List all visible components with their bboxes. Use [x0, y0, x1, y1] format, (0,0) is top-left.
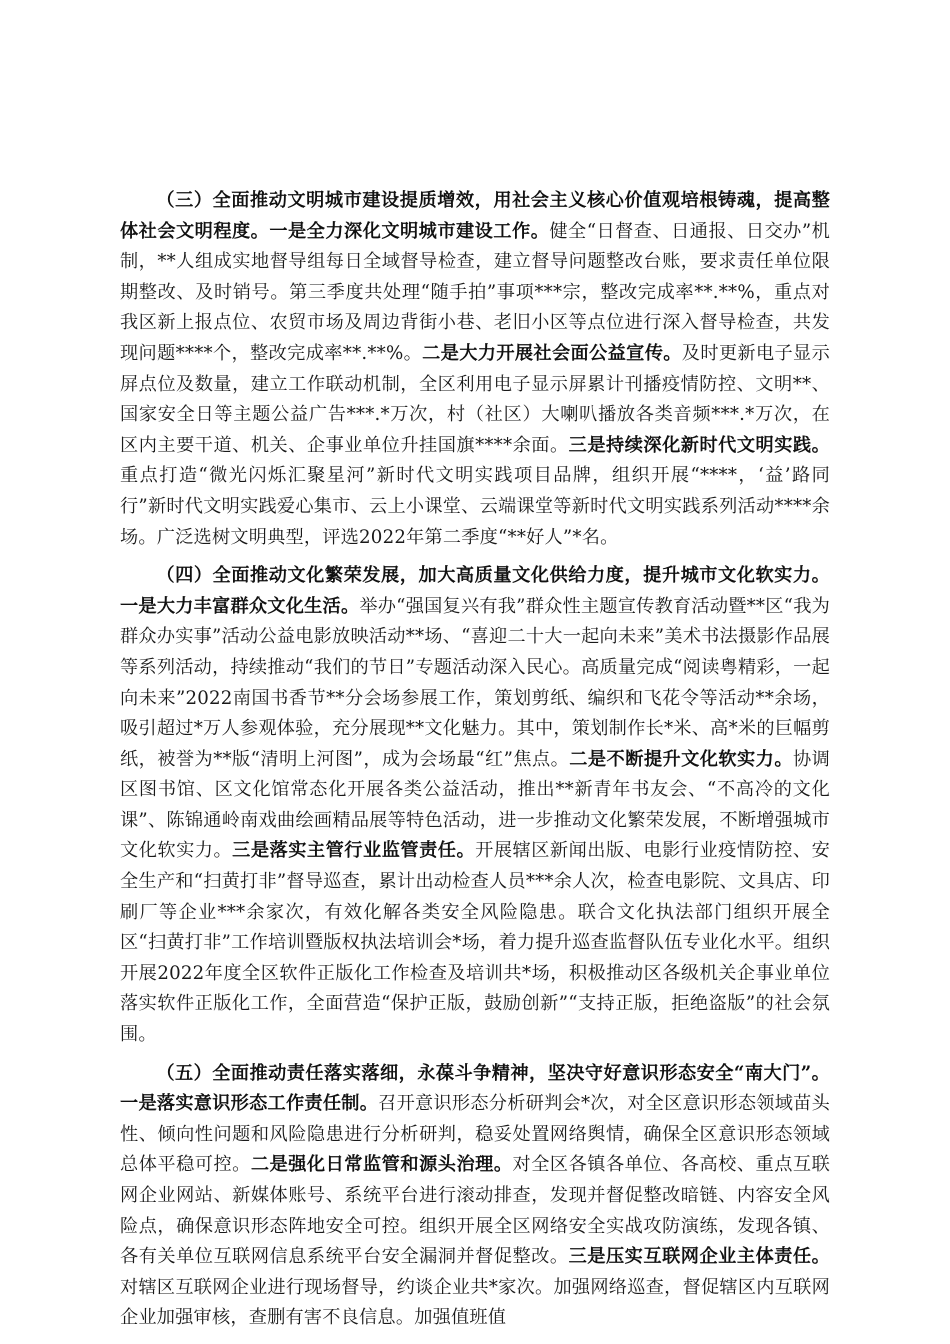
section-4-heading: （四）全面推动文化繁荣发展，加大高质量文化供给力度，提升城市文化软实力。 — [156, 565, 830, 587]
section-3-point-2-title: 二是大力开展社会面公益宣传。 — [422, 342, 682, 364]
section-4-paragraph — [120, 561, 830, 1051]
section-4-point-2-text: 协调区图书馆、区文化馆常态化开展各类公益活动，推出**新青年书友会、“不高冷的文化课”、陈锦通岭南戏曲绘画精品展等特色活动，进一步推动文化繁荣发展，不断增强城市文化软实力。 — [120, 748, 830, 862]
section-3-point-3-title: 三是持续深化新时代文明实践。 — [568, 434, 830, 456]
section-5-heading: （五）全面推动责任落实落细，永葆斗争精神，坚决守好意识形态安全“南大门”。 — [156, 1062, 830, 1084]
section-5-point-2-text: 对全区各镇各单位、各高校、重点互联网企业网站、新媒体账号、系统平台进行滚动排查，发现并督促整改暗链、内容安全风险点，确保意识形态阵地安全可控。组织开展全区网络安全实战攻防演练，发现各镇、各有关单位互联网信息系统平台安全漏洞并督促整改。 — [120, 1154, 830, 1268]
section-3-paragraph — [120, 186, 830, 553]
section-3-heading: （三）全面推动文明城市建设提质增效，用社会主义核心价值观培根铸魂，提高整体社会文明程度。 — [120, 190, 830, 242]
section-4-point-3-title: 三是落实主管行业监管责任。 — [232, 840, 476, 862]
section-3-point-3-text: 重点打造“微光闪烁汇聚星河”新时代文明实践项目品牌，组织开展“****，‘益’路同行”新时代文明实践爱心集市、云上小课堂、云端课堂等新时代文明实践系列活动****余场。广泛选树文明典型，评选2022年第二季度“**好人”*名。 — [120, 465, 830, 548]
section-4-point-2-title: 二是不断提升文化软实力。 — [569, 748, 793, 770]
section-5-point-3-title: 三是压实互联网企业主体责任。 — [568, 1246, 830, 1268]
section-4-point-3-text: 开展辖区新闻出版、电影行业疫情防控、安全生产和“扫黄打非”督导巡查，累计出动检查人员***余人次，检查电影院、文具店、印刷厂等企业***余家次，有效化解各类安全风险隐患。联合文化执法部门组织开展全区“扫黄打非”工作培训暨版权执法培训会*场，着力提升巡查监督队伍专业化水平。组织开展2022年度全区软件正版化工作检查及培训共*场，积极推动区各级机关企事业单位落实软件正版化工作，全面营造“保护正版，鼓励创新”“支持正版，拒绝盗版”的社会氛围。 — [120, 840, 830, 1046]
document-body — [120, 186, 830, 1342]
section-5-point-1-title: 一是落实意识形态工作责任制。 — [120, 1093, 379, 1115]
section-5-point-1-text: 召开意识形态分析研判会*次，对全区意识形态领域苗头性、倾向性问题和风险隐患进行分析研判，稳妥处置网络舆情，确保全区意识形态领域总体平稳可控。 — [120, 1093, 830, 1176]
section-4-point-1-text: 举办“强国复兴有我”群众性主题宣传教育活动暨**区“我为群众办实事”活动公益电影放映活动**场、“喜迎二十大一起向未来”美术书法摄影作品展等系列活动，持续推动“我们的节日”专题活动深入民心。高质量完成“阅读粤精彩，一起向未来”2022南国书香节**分会场参展工作，策划剪纸、编织和飞花令等活动**余场，吸引超过*万人参观体验，充分展现**文化魅力。其中，策划制作长*米、高*米的巨幅剪纸，被誉为**版“清明上河图”，成为会场最“红”焦点。 — [120, 595, 830, 770]
section-3-point-2-text: 及时更新电子显示屏点位及数量，建立工作联动机制，全区利用电子显示屏累计刊播疫情防控、文明**、国家安全日等主题公益广告***.*万次，村（社区）大喇叭播放各类音频***.*万次，在区内主要干道、机关、企事业单位升挂国旗****余面。 — [120, 342, 830, 456]
section-5-point-3-text: 对辖区互联网企业进行现场督导，约谈企业共*家次。加强网络巡查，督促辖区内互联网企业加强审核，查删有害不良信息。加强值班值 — [120, 1276, 830, 1329]
section-5-point-2-title: 二是强化日常监管和源头治理。 — [250, 1154, 513, 1176]
section-4-point-1-title: 一是大力丰富群众文化生活。 — [120, 595, 360, 617]
section-3-point-1-text: 健全“日督查、日通报、日交办”机制，**人组成实地督导组每日全域督导检查，建立督导问题整改台账，要求责任单位限期整改、及时销号。第三季度共处理“随手拍”事项***宗，整改完成率**.**%，重点对我区新上报点位、农贸市场及周边背街小巷、老旧小区等点位进行深入督导检查，共发现问题****个，整改完成率**.**%。 — [120, 220, 830, 364]
section-5-paragraph — [120, 1059, 830, 1334]
section-3-point-1-title: 一是全力深化文明城市建设工作。 — [269, 220, 550, 242]
